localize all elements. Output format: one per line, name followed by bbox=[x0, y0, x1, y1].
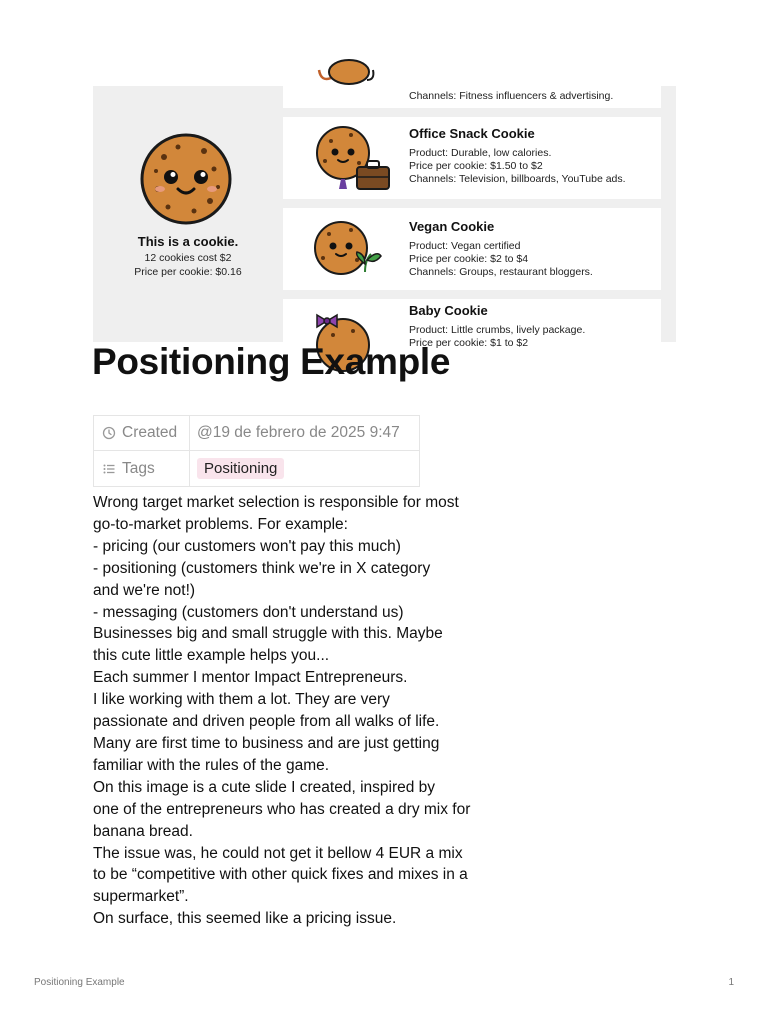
cookie-icon bbox=[138, 131, 234, 227]
cookie-icon bbox=[311, 68, 381, 92]
card-line: Channels: Groups, restaurant bloggers. bbox=[409, 266, 593, 278]
body-line: go-to-market problems. For example: bbox=[93, 515, 348, 533]
clock-icon bbox=[102, 426, 116, 440]
footer-doc-title: Positioning Example bbox=[34, 977, 125, 988]
card-line: Price per cookie: $2 to $4 bbox=[409, 253, 529, 265]
body-line: supermarket”. bbox=[93, 888, 189, 906]
main-cookie-panel bbox=[93, 86, 283, 342]
card-line: Channels: Television, billboards, YouTube ads. bbox=[409, 173, 626, 185]
card-line: Product: Durable, low calories. bbox=[409, 147, 552, 159]
body-line: passionate and driven people from all walks of life. bbox=[93, 713, 440, 731]
body-line: and we're not!) bbox=[93, 581, 196, 599]
list-icon bbox=[102, 462, 116, 476]
body-line: - positioning (customers think we're in X category bbox=[93, 559, 431, 577]
cookie-with-briefcase-icon bbox=[311, 125, 395, 191]
main-cookie-line: 12 cookies cost $2 bbox=[144, 252, 232, 264]
cookie-slide-image bbox=[93, 86, 676, 349]
body-line: to be “competitive with other quick fixes and mixes in a bbox=[93, 866, 468, 884]
body-line: Wrong target market selection is responsible for most bbox=[93, 494, 459, 511]
property-label: Tags bbox=[122, 459, 155, 477]
cookie-with-leaf-icon bbox=[311, 220, 383, 280]
card-title: Office Snack Cookie bbox=[409, 126, 535, 141]
main-cookie-line: Price per cookie: $0.16 bbox=[134, 266, 242, 278]
page-properties bbox=[93, 415, 420, 487]
body-line: this cute little example helps you... bbox=[93, 647, 330, 665]
card-line: Price per cookie: $1 to $2 bbox=[409, 337, 529, 349]
body-line: banana bread. bbox=[93, 822, 193, 840]
card-line: Channels: Fitness influencers & advertising. bbox=[409, 90, 614, 102]
fitness-cookie-card bbox=[283, 26, 661, 108]
card-title: Baby Cookie bbox=[409, 303, 488, 318]
card-line: Price per cookie: $1.50 to $2 bbox=[409, 160, 543, 172]
body-line: - messaging (customers don't understand us) bbox=[93, 603, 404, 621]
property-value[interactable]: @19 de febrero de 2025 9:47 bbox=[197, 424, 400, 441]
body-line: - pricing (our customers won't pay this much) bbox=[93, 537, 401, 555]
footer-page-number: 1 bbox=[728, 977, 734, 988]
body-line: Businesses big and small struggle with this. Maybe bbox=[93, 625, 443, 643]
body-line: The issue was, he could not get it bellow 4 EUR a mix bbox=[93, 844, 463, 862]
body-line: Each summer I mentor Impact Entrepreneurs. bbox=[93, 669, 408, 687]
body-line: familiar with the rules of the game. bbox=[93, 756, 330, 774]
property-key bbox=[94, 416, 190, 450]
card-line: Product: Vegan certified bbox=[409, 240, 521, 252]
body-line: Many are first time to business and are just getting bbox=[93, 734, 440, 752]
body-line: On this image is a cute slide I created, inspired by bbox=[93, 778, 436, 796]
tag-positioning[interactable]: Positioning bbox=[197, 458, 284, 479]
property-created bbox=[94, 416, 419, 451]
office-snack-cookie-card bbox=[283, 117, 661, 199]
property-label: Created bbox=[122, 424, 178, 441]
page-title: Positioning Example bbox=[92, 341, 451, 382]
card-line: Product: Little crumbs, lively package. bbox=[409, 324, 586, 336]
main-cookie-title: This is a cookie. bbox=[137, 234, 239, 249]
cookie-cards bbox=[283, 86, 661, 349]
card-title: Vegan Cookie bbox=[409, 219, 495, 234]
vegan-cookie-card bbox=[283, 208, 661, 290]
body-line: one of the entrepreneurs who has created a dry mix for bbox=[93, 800, 471, 818]
body-line: I like working with them a lot. They are very bbox=[93, 691, 390, 709]
body-text bbox=[93, 492, 513, 930]
body-line: On surface, this seemed like a pricing issue. bbox=[93, 910, 397, 928]
property-tags bbox=[94, 451, 419, 486]
property-value bbox=[190, 451, 419, 486]
property-key bbox=[94, 451, 190, 486]
